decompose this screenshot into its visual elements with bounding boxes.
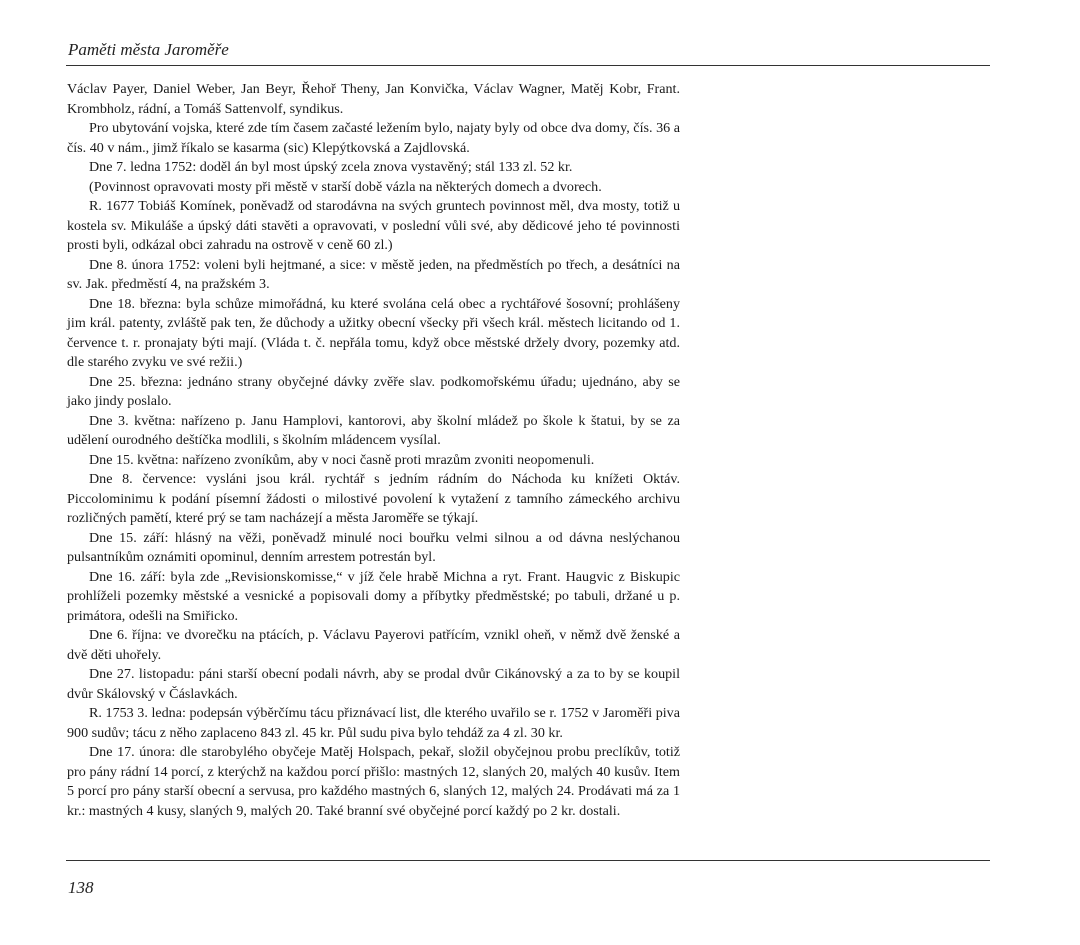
paragraph: Dne 6. října: ve dvorečku na ptácích, p. Václavu Payerovi patřícím, vznikl oheň, v němž dvě ženské a dvě děti uhořely. — [67, 627, 680, 663]
paragraph: Dne 15. září: hlásný na věži, poněvadž minulé noci bouřku velmi silnou a od dávna neslýchanou pulsantníkům oznámiti opominul, denním arrestem potrestán byl. — [67, 529, 680, 565]
paragraph: Dne 3. května: nařízeno p. Janu Hamplovi, kantorovi, aby školní mládež po škole k štatui, by se za udělení ourodného deštíčka modlili, s školním mládencem vysílal. — [67, 412, 680, 448]
paragraph: (Povinnost opravovati mosty při městě v starší době vázla na některých domech a dvorech. — [89, 178, 602, 195]
paragraph: Dne 15. května: nařízeno zvoníkům, aby v noci časně proti mrazům zvoniti neopomenuli. — [89, 451, 595, 468]
paragraph: Dne 17. února: dle starobylého obyčeje Matěj Holspach, pekař, složil obyčejnou probu preclíkův, totiž pro pány rádní 14 porcí, z kterýchž na každou porcí přišlo: mastných 12, slaných 20, malých 40 kusův. Item 5 porcí pro pány starší obecní a servusa, pro každého mastných 6, slaných 12, malých 24. Prodávati má za 1 kr.: mastných 4 kusy, slaných 9, malých 20. Také branní své obyčejné porcí každý po 2 kr. dostali. — [67, 744, 680, 819]
running-title: Paměti města Jaroměře — [68, 40, 229, 59]
paragraph: Dne 27. listopadu: páni starší obecní podali návrh, aby se prodal dvůr Cikánovský a za to by se koupil dvůr Skálovský v Čáslavkách. — [67, 666, 680, 702]
paragraph: Dne 25. března: jednáno strany obyčejné dávky zvěře slav. podkomořskému úřadu; ujednáno, aby se jako jindy poslalo. — [67, 373, 680, 409]
paragraph: Pro ubytování vojska, které zde tím časem začasté ležením bylo, najaty byly od obce dva domy, čís. 36 a čís. 40 v nám., jimž říkalo se kasarma (sic) Klepýtkovská a Zajdlovská. — [67, 120, 680, 156]
paragraph: Dne 8. července: vysláni jsou král. rychtář s jedním rádním do Náchoda ku knížeti Oktáv. Piccolominimu k podání písemní žádosti o milostivé povolení k vytažení z tamního zámeckého archivu rozličných pamětí, které prý se tam nacházejí a města Jaroměře se týkají. — [67, 471, 680, 526]
footer-rule — [66, 860, 990, 861]
paragraph: R. 1677 Tobiáš Komínek, poněvadž od starodávna na svých gruntech povinnost měl, dva mosty, totiž u kostela sv. Mikuláše a úpský dáti stavěti a opravovati, v poslední vůli své, aby dědicové jeho té povinnosti prosti byli, odkázal obci zahradu na ostrově v ceně 60 zl.) — [67, 198, 680, 253]
paragraph: Dne 18. března: byla schůze mimořádná, ku které svolána celá obec a rychtářové šosovní; prohlášeny jim král. patenty, zvláště pak ten, že důchody a užitky obecní všecky při všech král. městech licitando od 1. července t. r. pronajaty býti mají. (Vláda t. č. nepřála tomu, když obce městské držely dvory, pozemky atd. dle starého zvyku ve své režii.) — [67, 295, 680, 370]
paragraph: Dne 8. února 1752: voleni byli hejtmané, a sice: v městě jeden, na předměstích po třech, a desátníci na sv. Jak. předměstí 4, na pražském 3. — [67, 256, 680, 292]
paragraph: R. 1753 3. ledna: podepsán výběrčímu tácu přiznávací list, dle kterého uvařilo se r. 1752 v Jaroměři piva 900 sudův; tácu z něho zaplaceno 843 zl. 45 kr. Půl sudu piva bylo tehdáž za 4 zl. 30 kr. — [67, 705, 680, 741]
page-number: 138 — [68, 878, 94, 897]
paragraph: Dne 16. září: byla zde „Revisionskomisse,“ v jíž čele hrabě Michna a ryt. Frant. Haugvic z Biskupic prohlíželi pozemky městské a vesnické a popisovali domy a příbytky předměstské; po tabuli, držané u p. primátora, odešli na Smiřicko. — [67, 568, 680, 624]
paragraph: Dne 7. ledna 1752: doděl án byl most úpský zcela znova vystavěný; stál 133 zl. 52 kr. — [89, 159, 573, 175]
page-body — [67, 80, 680, 821]
paragraph: Václav Payer, Daniel Weber, Jan Beyr, Řehoř Theny, Jan Konvička, Václav Wagner, Matěj Kobr, Frant. Krombholz, rádní, a Tomáš Sattenvolf, syndikus. — [67, 81, 680, 117]
header-rule — [66, 65, 990, 66]
